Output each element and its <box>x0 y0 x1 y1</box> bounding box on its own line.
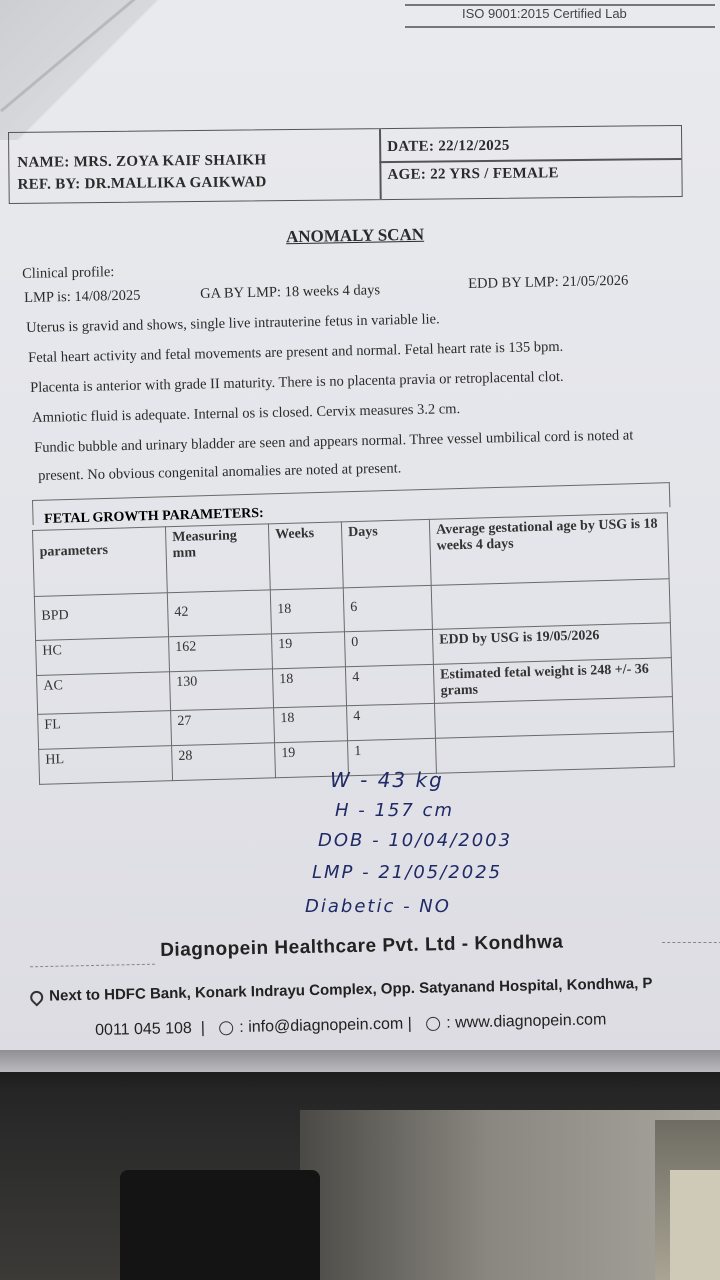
findings-line-1: Uterus is gravid and shows, single live intrauterine fetus in variable lie. <box>26 311 440 336</box>
findings-line-4: Amniotic fluid is adequate. Internal os is closed. Cervix measures 3.2 cm. <box>32 401 461 426</box>
cell-mm: 130 <box>170 669 274 711</box>
address-text: Next to HDFC Bank, Konark Indrayu Complex, Opp. Satyanand Hospital, Kondhwa, P <box>48 974 653 1005</box>
cell-weeks: 19 <box>271 632 345 669</box>
location-pin-icon <box>27 988 45 1006</box>
clinical-profile-label: Clinical profile: <box>22 264 115 282</box>
company-name: Diagnopein Healthcare Pvt. Ltd - Kondhwa <box>160 931 564 961</box>
cell-weeks: 18 <box>270 588 344 634</box>
separator: | <box>407 1015 417 1033</box>
company-address <box>30 975 653 1005</box>
separator: | <box>196 1019 210 1037</box>
cell-days: 6 <box>343 585 432 631</box>
header-days: Days <box>341 519 431 587</box>
cell-param: HC <box>36 637 170 676</box>
box-divider <box>379 129 381 199</box>
door-frame-inner <box>670 1170 720 1280</box>
findings-line-5: Fundic bubble and urinary bladder are seen and appears normal. Three vessel umbilical cord is noted at <box>34 427 634 456</box>
cell-days: 4 <box>345 664 434 705</box>
cell-weeks: 18 <box>272 667 346 708</box>
edd-by-lmp: EDD BY LMP: 21/05/2026 <box>468 272 629 292</box>
cell-param: AC <box>37 672 171 715</box>
patient-name: NAME: MRS. ZOYA KAIF SHAIKH <box>17 152 267 171</box>
lmp-value: LMP is: 14/08/2025 <box>24 287 141 306</box>
cell-days: 4 <box>347 703 436 740</box>
findings-line-6: present. No obvious congenital anomalies are noted at present. <box>38 460 402 484</box>
cell-weeks: 19 <box>275 741 349 778</box>
cell-param: HL <box>39 746 173 785</box>
handwritten-weight: W - 43 kg <box>330 768 444 792</box>
phone-number: 0011 045 108 <box>95 1019 193 1039</box>
header-rule-bottom <box>405 26 715 28</box>
email-icon <box>219 1021 233 1035</box>
cell-days: 0 <box>344 629 433 666</box>
handwritten-lmp: LMP - 21/05/2025 <box>312 862 503 883</box>
handwritten-diabetic: Diabetic - NO <box>305 896 451 917</box>
header-measuring: Measuring mm <box>165 524 270 593</box>
growth-table-title: FETAL GROWTH PARAMETERS: <box>44 505 264 527</box>
cell-note: EDD by USG is 19/05/2026 <box>432 623 671 665</box>
cell-note <box>431 579 670 630</box>
email-address: : info@diagnopein.com <box>239 1015 404 1036</box>
cell-mm: 162 <box>169 634 273 672</box>
header-weeks: Weeks <box>268 522 343 590</box>
dark-object <box>120 1170 320 1280</box>
cell-mm: 28 <box>172 743 276 781</box>
handwritten-height: H - 157 cm <box>335 800 454 821</box>
footer-divider <box>30 964 155 968</box>
cell-mm: 42 <box>167 590 271 637</box>
footer-divider <box>662 942 720 943</box>
contact-line <box>95 1011 607 1040</box>
cell-param: BPD <box>34 593 168 641</box>
iso-certification: ISO 9001:2015 Certified Lab <box>462 6 627 21</box>
patient-age: AGE: 22 YRS / FEMALE <box>387 165 559 184</box>
cell-note: Estimated fetal weight is 248 +/- 36 grams <box>433 658 672 704</box>
cell-days: 1 <box>348 738 437 775</box>
cell-note <box>435 732 674 774</box>
cell-mm: 27 <box>171 708 275 746</box>
website: : www.diagnopein.com <box>446 1011 607 1032</box>
referred-by: REF. BY: DR.MALLIKA GAIKWAD <box>17 174 267 193</box>
header-average-ga: Average gestational age by USG is 18 weeks 4 days <box>429 513 669 586</box>
web-icon <box>426 1017 440 1031</box>
handwritten-dob: DOB - 10/04/2003 <box>318 830 513 851</box>
header-parameters: parameters <box>33 527 168 597</box>
cell-weeks: 18 <box>274 706 348 743</box>
growth-table <box>32 512 675 798</box>
paper-edge-shadow <box>0 1050 720 1090</box>
paper-fold <box>0 0 160 140</box>
findings-line-3: Placenta is anterior with grade II maturity. There is no placenta pravia or retroplacental clot. <box>30 368 564 396</box>
report-title: ANOMALY SCAN <box>285 224 425 247</box>
box-divider <box>379 158 681 163</box>
report-date: DATE: 22/12/2025 <box>387 137 510 156</box>
ga-by-lmp: GA BY LMP: 18 weeks 4 days <box>200 282 381 302</box>
patient-info-box <box>8 125 683 204</box>
cell-param: FL <box>38 711 172 750</box>
findings-line-2: Fetal heart activity and fetal movements are present and normal. Fetal heart rate is 135 bpm. <box>28 338 564 366</box>
